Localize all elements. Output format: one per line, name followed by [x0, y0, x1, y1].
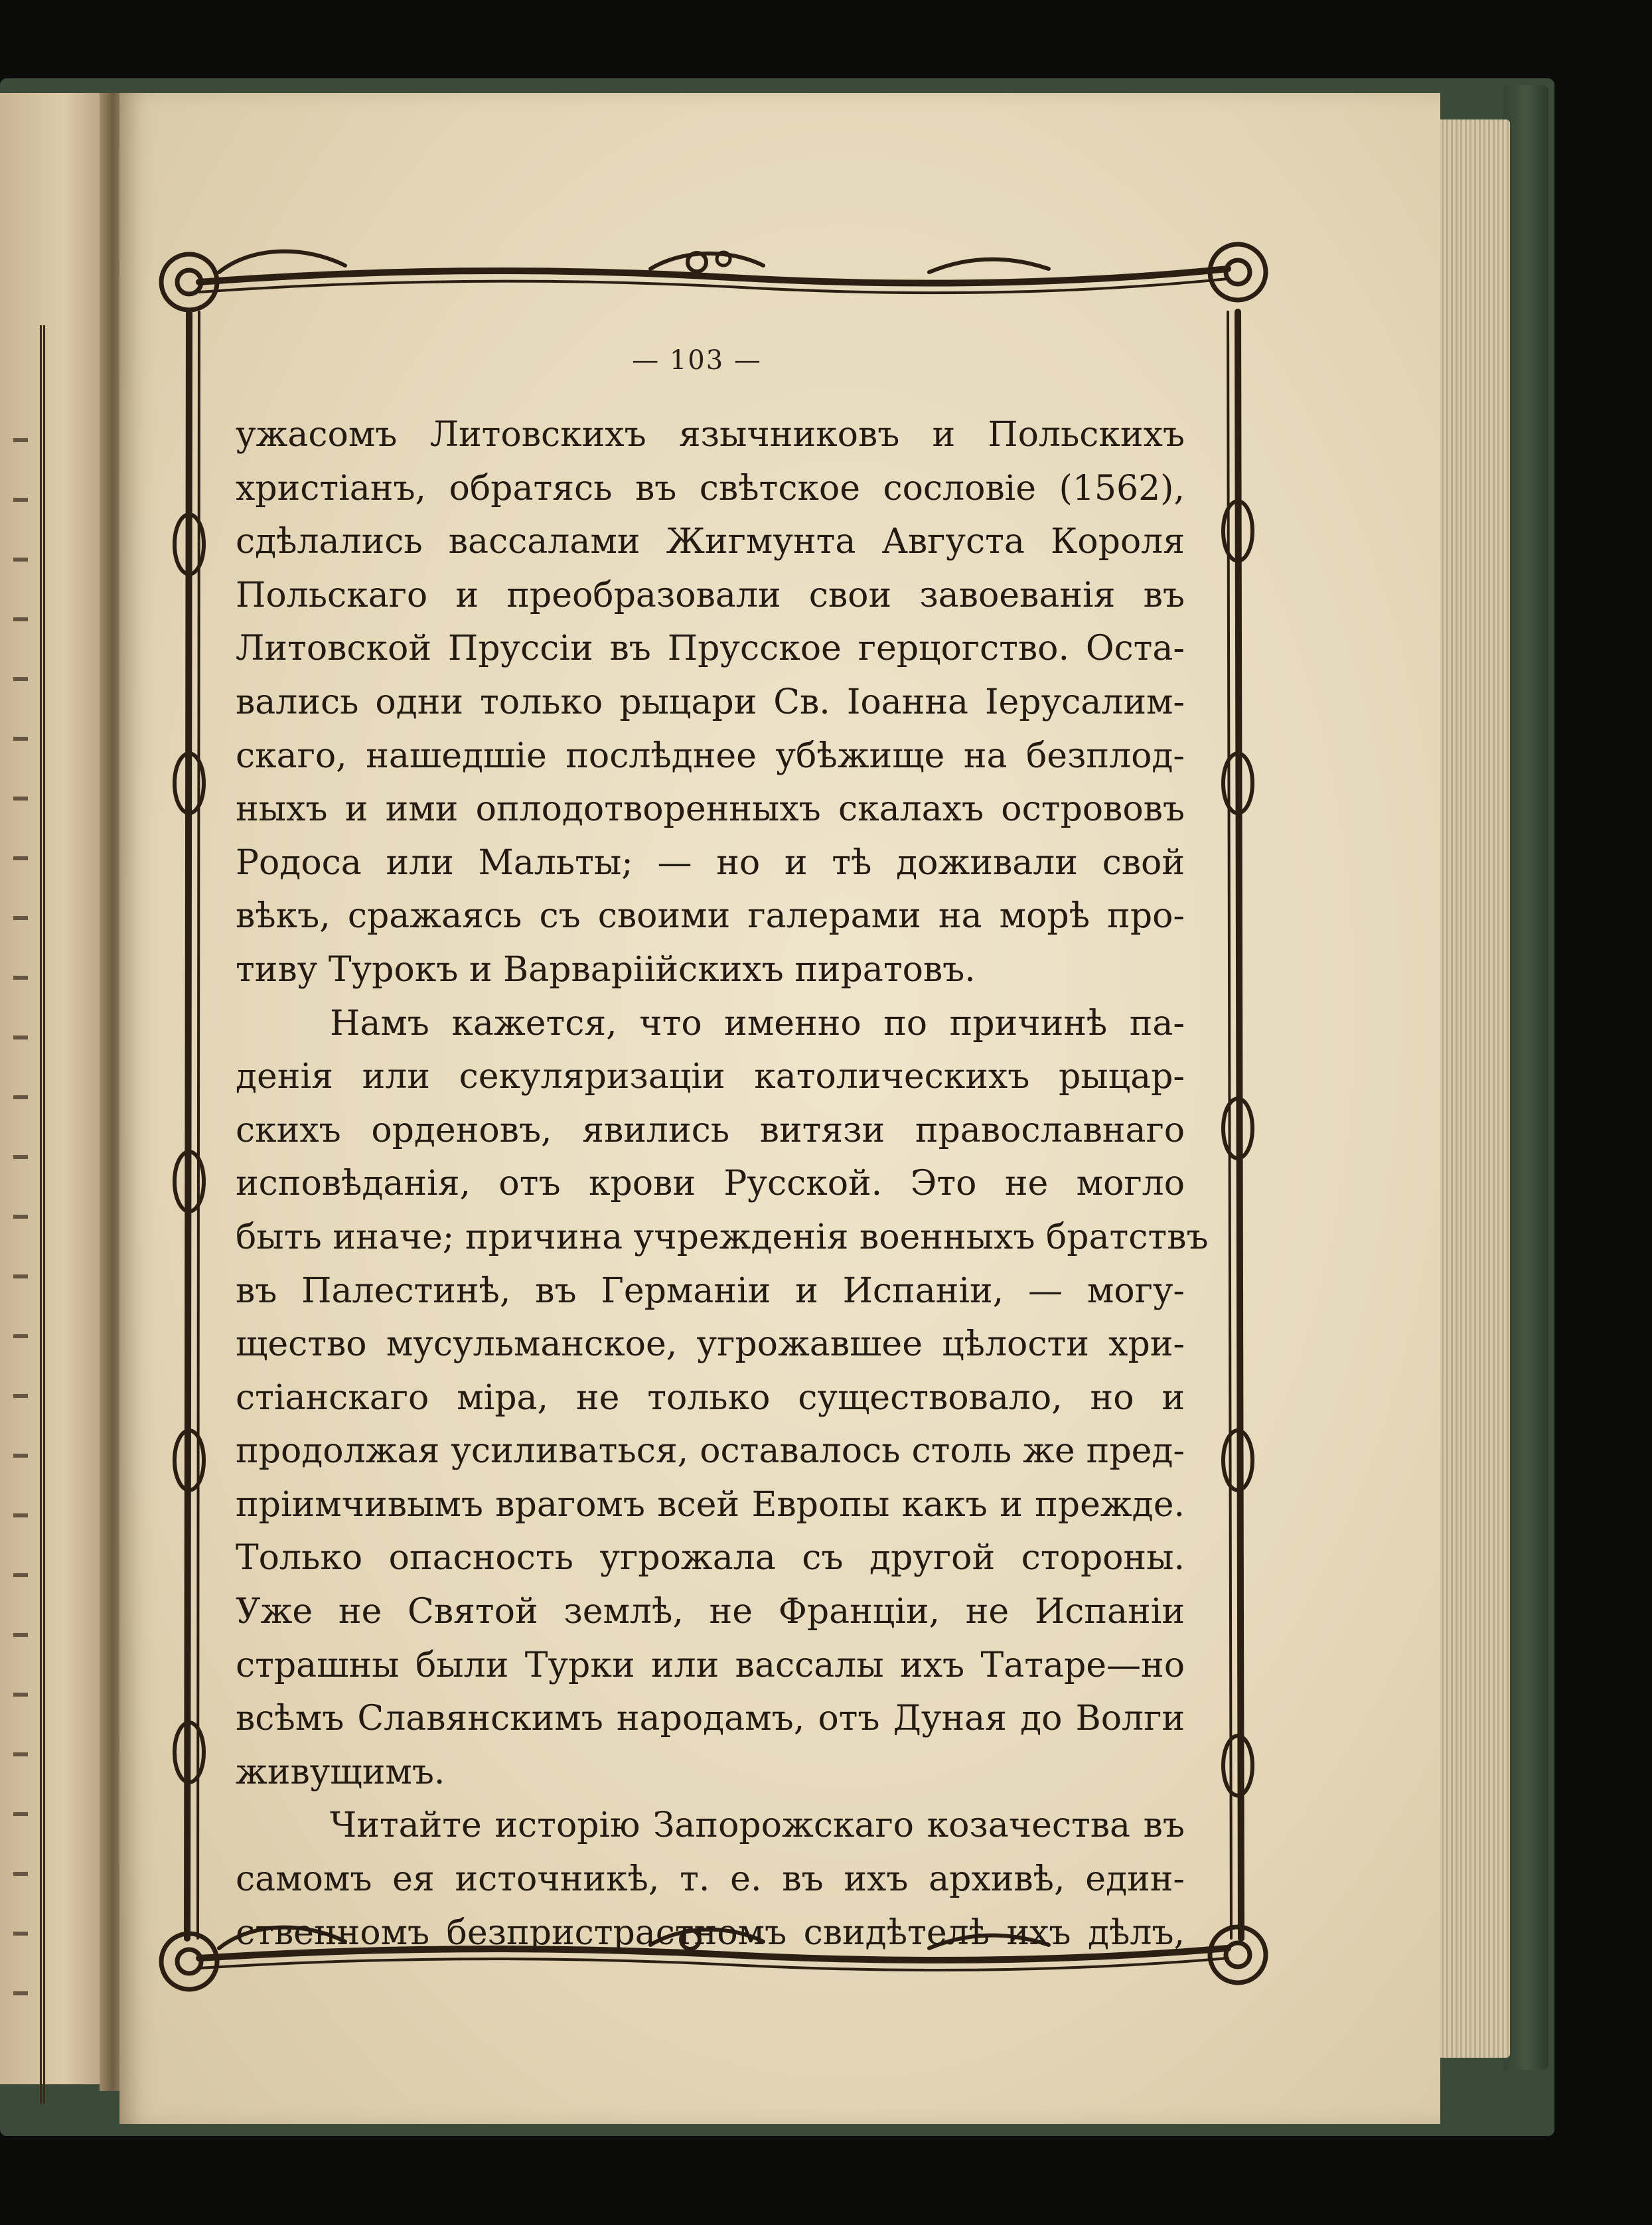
text-line: христіанъ, обратясь въ свѣтское сословіе (1562),	[236, 468, 1185, 508]
text-line: стіанскаго міра, не только существовало, но и	[236, 1377, 1185, 1418]
text-line: ственномъ безпристрастномъ свидѣтелѣ ихъ дѣлъ,	[236, 1912, 1185, 1953]
text-line: въ Палестинѣ, въ Германіи и Испаніи, — могу-	[236, 1270, 1185, 1311]
text-line: вались одни только рыцари Св. Іоанна Іерусалим-	[236, 682, 1185, 722]
text-line: всѣмъ Славянскимъ народамъ, отъ Дуная до Волги	[236, 1699, 1185, 1739]
text-line: страшны были Турки или вассалы ихъ Татаре—но	[236, 1645, 1185, 1685]
text-line: Литовской Пруссіи въ Прусское герцогство. Оста-	[236, 629, 1185, 669]
text-line: исповѣданія, отъ крови Русской. Это не могло	[236, 1164, 1185, 1204]
text-line: сдѣлались вассалами Жигмунта Августа Короля	[236, 522, 1185, 562]
text-line: ужасомъ Литовскихъ язычниковъ и Польскихъ	[236, 415, 1185, 455]
text-line: самомъ ея источникѣ, т. е. въ ихъ архивѣ, един-	[236, 1859, 1185, 1900]
text-line: денія или секуляризаціи католическихъ рыцар-	[236, 1057, 1185, 1097]
text-line: ныхъ и ими оплодотворенныхъ скалахъ острововъ	[236, 789, 1185, 830]
text-line: пріимчивымъ врагомъ всей Европы какъ и прежде.	[236, 1484, 1185, 1525]
text-line: Родоса или Мальты; — но и тѣ доживали свой	[236, 842, 1185, 883]
text-line: Уже не Святой землѣ, не Франціи, не Испаніи	[236, 1592, 1185, 1632]
body-text	[236, 408, 1209, 1959]
text-line: Читайте исторію Запорожскаго козачества въ	[330, 1805, 1185, 1846]
text-line: продолжая усиливаться, оставалось столь же пред-	[236, 1431, 1185, 1472]
text-line: вѣкъ, сражаясь съ своими галерами на морѣ про-	[236, 896, 1185, 937]
page-number: — 103 —	[632, 345, 762, 376]
text-line: скаго, нашедшіе послѣднее убѣжище на безплод-	[236, 735, 1185, 776]
text-line: щество мусульманское, угрожавшее цѣлости хри-	[236, 1324, 1185, 1365]
text-line: Польскаго и преобразовали свои завоеванія въ	[236, 575, 1185, 615]
text-line: тиву Турокъ и Варваріійскихъ пиратовъ.	[236, 949, 976, 990]
text-line: живущимъ.	[236, 1752, 445, 1792]
text-line: Только опасность угрожала съ другой стороны.	[236, 1538, 1185, 1578]
text-line: Намъ кажется, что именно по причинѣ па-	[330, 1003, 1185, 1043]
text-line: быть иначе; причина учрежденія военныхъ братствъ	[236, 1217, 1209, 1257]
text-line: скихъ орденовъ, явились витязи православнаго	[236, 1110, 1185, 1150]
